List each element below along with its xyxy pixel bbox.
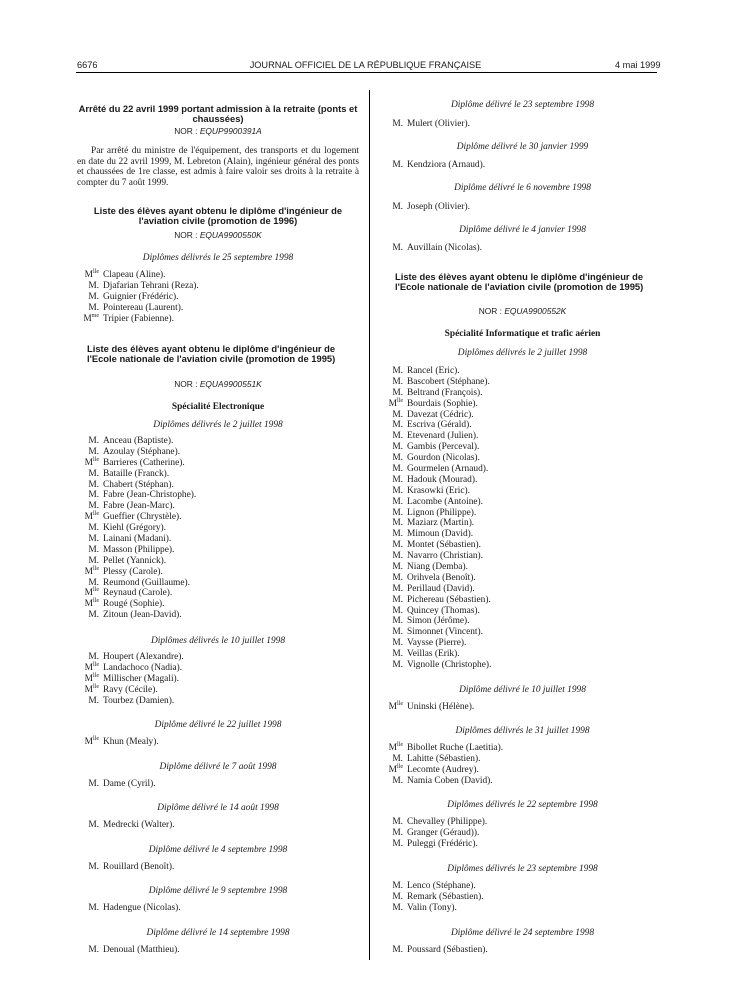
civil-title: M.	[88, 523, 99, 534]
group-date: Diplômes délivrés le 25 septembre 1998	[142, 253, 294, 263]
list-item	[77, 663, 359, 674]
group-date: Diplômes délivrés le 31 juillet 1998	[455, 726, 590, 736]
list-1996-title: Liste des élèves ayant obtenu le diplôme d'ingénieur de l'aviation civile (promotion de 1996)	[93, 205, 343, 227]
list-item	[77, 903, 359, 914]
person-name: Joseph (Olivier).	[407, 202, 471, 212]
nor-code: EQUA9900551K	[199, 379, 262, 389]
list-item	[77, 578, 359, 589]
civil-title: M.	[392, 376, 403, 387]
civil-title: $M^{lle}$	[84, 511, 99, 523]
list-item	[77, 779, 359, 790]
people-list	[77, 862, 359, 873]
person-name: Hadouk (Mourad).	[407, 474, 478, 485]
person-name: Barrieres (Catherine).	[103, 457, 185, 468]
list-item	[381, 243, 664, 254]
civil-title: M.	[392, 649, 403, 660]
person-name: Quincey (Thomas).	[407, 605, 480, 616]
journal-title: JOURNAL OFFICIEL DE LA RÉPUBLIQUE FRANÇAISE	[249, 60, 482, 70]
nor-label: NOR :	[174, 379, 198, 389]
list-item	[381, 828, 664, 839]
person-name: Azoulay (Stéphane).	[103, 446, 181, 457]
person-name: Medrecki (Walter).	[103, 820, 175, 830]
person-name: Lignon (Philippe).	[407, 507, 477, 518]
person-name: Clapeau (Aline).	[103, 270, 166, 280]
list-item	[77, 490, 359, 501]
civil-title: M.	[392, 583, 403, 594]
people-list	[381, 202, 664, 213]
civil-title: $M^{lle}$	[84, 672, 99, 684]
civil-title: $M^{lle}$	[84, 683, 99, 695]
person-name: Vaysse (Pierre).	[407, 638, 467, 649]
person-name: Puleggi (Frédéric).	[407, 838, 478, 849]
civil-title: M.	[392, 881, 403, 891]
person-name: Namia Coben (David).	[407, 775, 493, 786]
people-list	[381, 817, 664, 850]
civil-title: M.	[392, 243, 403, 253]
group-date: Diplômes délivrés le 22 septembre 1998	[447, 800, 598, 810]
list-item	[77, 652, 359, 663]
list-item	[77, 820, 359, 831]
group-date: Diplôme délivré le 14 août 1998	[157, 803, 279, 813]
people-list	[381, 160, 664, 171]
person-name: Reynaud (Carole).	[103, 588, 173, 599]
group-date: Diplômes délivrés le 23 septembre 1998	[447, 864, 598, 874]
person-name: Djafarian Tehrani (Reza).	[103, 280, 199, 291]
person-name: Bascobert (Stéphane).	[407, 376, 490, 387]
civil-title: M.	[88, 903, 99, 913]
civil-title: M.	[392, 638, 403, 649]
person-name: Guignier (Frédéric).	[103, 291, 179, 302]
civil-title: M.	[392, 817, 403, 827]
civil-title: M.	[88, 302, 99, 313]
civil-title: M.	[392, 945, 403, 955]
civil-title: M.	[88, 820, 99, 830]
person-name: Hadengue (Nicolas).	[103, 903, 181, 913]
person-name: Lecomte (Audrey).	[407, 764, 479, 775]
civil-title: $M^{lle}$	[84, 269, 99, 280]
civil-title: $M^{lle}$	[84, 565, 99, 577]
person-name: Denoual (Matthieu).	[103, 945, 180, 955]
list-item	[381, 881, 664, 892]
arrete-text: Par arrêté du ministre de l'équipement, des transports et du logement en date du 22 avril 1999, M. Lebreton (Alain), ingénieur général des ponts et chaussées de 1re classe, est admis à faire valoir ses droits à la retraite à compter du 7 août 1999.	[77, 146, 359, 188]
civil-title: M.	[88, 544, 99, 555]
list-item	[77, 314, 359, 325]
group-date: Diplôme délivré le 9 septembre 1998	[148, 886, 288, 896]
civil-title: M.	[392, 775, 403, 786]
person-name: Krasowki (Eric).	[407, 485, 470, 496]
list-item	[381, 119, 664, 130]
person-name: Chabert (Stéphan).	[103, 479, 174, 490]
list-1995-elec-nor	[77, 379, 359, 389]
list-item	[381, 420, 664, 431]
nor-label: NOR :	[478, 306, 502, 316]
civil-title: M.	[392, 464, 403, 475]
civil-title: M.	[88, 490, 99, 501]
issue-date: 4 mai 1999	[615, 60, 661, 70]
group-date: Diplôme délivré le 23 septembre 1998	[450, 100, 595, 110]
list-item	[77, 556, 359, 567]
person-name: Auvillain (Nicolas).	[407, 243, 482, 253]
nor-label: NOR :	[174, 230, 198, 240]
group-date: Diplôme délivré le 22 juillet 1998	[154, 720, 282, 730]
civil-title: M.	[392, 474, 403, 485]
list-item	[77, 469, 359, 480]
civil-title: M.	[392, 605, 403, 616]
list-item	[77, 501, 359, 512]
person-name: Fabre (Jean-Christophe).	[103, 490, 197, 501]
civil-title: M.	[88, 446, 99, 457]
person-name: Escriva (Gérald).	[407, 420, 472, 431]
list-item	[77, 436, 359, 447]
list-item	[381, 945, 664, 956]
list-item	[77, 545, 359, 556]
civil-title: M.	[392, 119, 403, 129]
civil-title: M.	[392, 202, 403, 212]
person-name: Montet (Sébastien).	[407, 540, 481, 551]
civil-title: M.	[88, 652, 99, 662]
person-name: Chevalley (Philippe).	[407, 817, 488, 827]
group-date: Diplôme délivré le 7 août 1998	[159, 762, 277, 772]
group-date: Diplômes délivrés le 2 juillet 1998	[153, 420, 283, 430]
list-item	[381, 551, 664, 562]
list-item	[77, 588, 359, 599]
civil-title: M.	[392, 838, 403, 849]
list-item	[381, 839, 664, 850]
person-name: Davezat (Cédric).	[407, 409, 474, 420]
person-name: Poussard (Sébastien).	[407, 945, 488, 955]
column-divider	[369, 90, 370, 960]
people-list	[77, 270, 359, 324]
list-item	[77, 281, 359, 292]
speciality-heading: Spécialité Electronique	[171, 402, 265, 412]
civil-title: M.	[88, 501, 99, 512]
civil-title: M.	[392, 442, 403, 453]
group-date: Diplômes délivrés le 10 juillet 1998	[150, 636, 286, 646]
list-item	[381, 202, 664, 213]
person-name: Vignolle (Christophe).	[407, 660, 492, 671]
civil-title: M.	[392, 562, 403, 573]
civil-title: M.	[392, 507, 403, 518]
civil-title: M.	[392, 753, 403, 764]
people-list	[381, 881, 664, 914]
person-name: Pellet (Yannick).	[103, 555, 167, 566]
group-date: Diplôme délivré le 4 septembre 1998	[148, 845, 288, 855]
person-name: Simonnet (Vincent).	[407, 627, 483, 638]
list-item	[381, 649, 664, 660]
list-item	[77, 512, 359, 523]
person-name: Pointereau (Laurent).	[103, 302, 184, 313]
person-name: Rancel (Eric).	[407, 366, 460, 376]
civil-title: M.	[392, 518, 403, 529]
list-item	[381, 754, 664, 765]
person-name: Rouillard (Benoît).	[103, 862, 175, 872]
person-name: Dame (Cyril).	[103, 779, 156, 789]
civil-title: $M^{lle}$	[388, 763, 403, 775]
person-name: Gourdon (Nicolas).	[407, 453, 480, 464]
person-name: Bibollet Ruche (Laetitia).	[407, 743, 504, 753]
list-item	[381, 399, 664, 410]
people-list	[381, 945, 664, 956]
list-item	[381, 442, 664, 453]
person-name: Gambis (Perceval).	[407, 442, 480, 453]
nor-label: NOR :	[174, 126, 198, 136]
list-item	[381, 508, 664, 519]
list-item	[381, 595, 664, 606]
civil-title: $M^{lle}$	[388, 397, 403, 409]
person-name: Navarro (Christian).	[407, 551, 484, 562]
list-item	[381, 486, 664, 497]
person-name: Khun (Mealy).	[103, 737, 159, 747]
list-item	[381, 573, 664, 584]
person-name: Bourdais (Sophie).	[407, 398, 478, 409]
person-name: Kendziora (Arnaud).	[407, 160, 486, 170]
list-item	[77, 862, 359, 873]
people-list	[381, 243, 664, 254]
people-list	[381, 702, 664, 713]
person-name: Anceau (Baptiste).	[103, 436, 174, 446]
group-date: Diplôme délivré le 4 janvier 1998	[459, 225, 586, 235]
person-name: Veillas (Erik).	[407, 649, 460, 660]
person-name: Plessy (Carole).	[103, 566, 163, 577]
nor-code: EQUA9900550K	[199, 230, 262, 240]
group-date: Diplôme délivré le 10 juillet 1998	[459, 685, 586, 695]
arrete-title: Arrêté du 22 avril 1999 portant admission à la retraite (ponts et chaussées)	[78, 103, 358, 125]
list-item	[77, 737, 359, 748]
list-item	[77, 674, 359, 685]
civil-title: M.	[88, 534, 99, 545]
page-number: 6676	[77, 60, 98, 70]
list-item	[381, 431, 664, 442]
civil-title: M.	[392, 572, 403, 583]
list-item	[381, 410, 664, 421]
people-list	[77, 779, 359, 790]
nor-code: EQUA9900552K	[504, 306, 567, 316]
list-item	[381, 765, 664, 776]
list-item	[381, 464, 664, 475]
person-name: Bataille (Franck).	[103, 468, 170, 479]
person-name: Ravy (Cécile).	[103, 684, 158, 695]
civil-title: $M^{lle}$	[84, 456, 99, 468]
civil-title: M.	[392, 420, 403, 431]
person-name: Lainani (Madani).	[103, 534, 172, 545]
person-name: Etevenard (Julien).	[407, 431, 479, 442]
person-name: Pichereau (Sébastien).	[407, 594, 491, 605]
group-date: Diplôme délivré le 24 septembre 1998	[450, 928, 595, 938]
civil-title: M.	[392, 660, 403, 671]
list-item	[381, 606, 664, 617]
people-list	[381, 743, 664, 787]
arrete-nor	[77, 126, 359, 136]
list-item	[381, 616, 664, 627]
civil-title: M.	[88, 280, 99, 291]
list-item	[381, 377, 664, 388]
list-item	[381, 529, 664, 540]
list-item	[77, 270, 359, 281]
civil-title: $M^{lle}$	[388, 701, 403, 712]
list-item	[381, 584, 664, 595]
list-item	[381, 817, 664, 828]
list-item	[77, 523, 359, 534]
nor-code: EQUP9900391A	[199, 126, 262, 136]
list-item	[381, 562, 664, 573]
civil-title: $M^{me}$	[83, 312, 99, 324]
civil-title: M.	[392, 160, 403, 170]
person-name: Rougé (Sophie).	[103, 599, 165, 610]
list-1995-info-title: Liste des élèves ayant obtenu le diplôme d'ingénieur de l'Ecole nationale de l'aviation civile (promotion de 1995)	[395, 271, 644, 293]
civil-title: M.	[392, 594, 403, 605]
person-name: Millischer (Magali).	[103, 673, 180, 684]
people-list	[77, 903, 359, 914]
person-name: Gueffier (Chrystèle).	[103, 512, 182, 523]
list-1995-info-nor	[381, 306, 664, 316]
civil-title: M.	[88, 468, 99, 479]
civil-title: $M^{lle}$	[84, 736, 99, 747]
people-list	[77, 945, 359, 956]
list-item	[381, 518, 664, 529]
person-name: Remark (Sébastien).	[407, 891, 484, 902]
list-item	[381, 743, 664, 754]
list-1996-nor	[77, 230, 359, 240]
civil-title: M.	[88, 479, 99, 490]
civil-title: M.	[88, 695, 99, 706]
people-list	[381, 366, 664, 671]
person-name: Maziarz (Martin).	[407, 518, 475, 529]
list-item	[381, 366, 664, 377]
list-item	[77, 534, 359, 545]
civil-title: M.	[88, 555, 99, 566]
list-item	[77, 567, 359, 578]
civil-title: M.	[392, 431, 403, 442]
list-item	[77, 292, 359, 303]
list-item	[77, 599, 359, 610]
civil-title: M.	[88, 779, 99, 789]
group-date: Diplôme délivré le 30 janvier 1999	[456, 142, 589, 152]
list-item	[381, 160, 664, 171]
list-item	[77, 447, 359, 458]
group-date: Diplôme délivré le 14 septembre 1998	[146, 928, 290, 938]
person-name: Mulert (Olivier).	[407, 119, 471, 129]
people-list	[77, 652, 359, 706]
group-date: Diplôme délivré le 6 novembre 1998	[454, 183, 591, 193]
civil-title: $M^{lle}$	[84, 661, 99, 673]
person-name: Orihvela (Benoît).	[407, 572, 476, 583]
list-item	[77, 303, 359, 314]
person-name: Simon (Jérôme).	[407, 616, 470, 627]
civil-title: M.	[88, 577, 99, 588]
civil-title: $M^{lle}$	[84, 587, 99, 599]
list-item	[77, 696, 359, 707]
list-item	[381, 776, 664, 787]
person-name: Masson (Philippe).	[103, 544, 175, 555]
list-item	[381, 702, 664, 713]
person-name: Perillaud (David).	[407, 583, 475, 594]
list-item	[381, 388, 664, 399]
list-item	[381, 892, 664, 903]
civil-title: M.	[88, 862, 99, 872]
civil-title: M.	[88, 436, 99, 446]
civil-title: M.	[392, 496, 403, 507]
person-name: Kiehl (Grégory).	[103, 523, 166, 534]
people-list	[77, 820, 359, 831]
list-item	[381, 453, 664, 464]
list-item	[381, 627, 664, 638]
civil-title: M.	[392, 529, 403, 540]
civil-title: M.	[88, 291, 99, 302]
group-date: Diplômes délivrés le 2 juillet 1998	[457, 348, 588, 358]
person-name: Tripier (Fabienne).	[103, 313, 174, 324]
civil-title: M.	[392, 485, 403, 496]
list-item	[381, 540, 664, 551]
civil-title: $M^{lle}$	[84, 598, 99, 610]
civil-title: M.	[392, 540, 403, 551]
person-name: Granger (Géraud)).	[407, 827, 480, 838]
people-list	[77, 737, 359, 748]
civil-title: M.	[392, 616, 403, 627]
civil-title: M.	[392, 409, 403, 420]
speciality-heading: Spécialité Informatique et trafic aérien	[444, 329, 601, 339]
civil-title: M.	[392, 827, 403, 838]
person-name: Valin (Tony).	[407, 902, 457, 913]
civil-title: M.	[88, 945, 99, 955]
civil-title: M.	[392, 551, 403, 562]
civil-title: M.	[392, 891, 403, 902]
person-name: Reumond (Guillaume).	[103, 577, 190, 588]
list-1995-elec-title: Liste des élèves ayant obtenu le diplôme d'ingénieur de l'Ecole nationale de l'aviation civile (promotion de 1995)	[87, 343, 336, 365]
civil-title: M.	[392, 453, 403, 464]
header-rule	[76, 72, 657, 73]
person-name: Lenco (Stéphane).	[407, 881, 476, 891]
person-name: Mimoun (David).	[407, 529, 474, 540]
list-item	[77, 458, 359, 469]
list-item	[77, 685, 359, 696]
list-item	[381, 497, 664, 508]
person-name: Fabre (Jean-Marc).	[103, 501, 175, 512]
list-item	[77, 480, 359, 491]
person-name: Lahitte (Sébastien).	[407, 753, 481, 764]
list-item	[381, 903, 664, 914]
civil-title: M.	[392, 387, 403, 398]
people-list	[381, 119, 664, 130]
list-item	[381, 475, 664, 486]
person-name: Tourbez (Damien).	[103, 695, 175, 706]
person-name: Houpert (Alexandre).	[103, 652, 184, 662]
person-name: Uninski (Hélène).	[407, 702, 475, 712]
person-name: Niang (Demba).	[407, 562, 468, 573]
person-name: Landachoco (Nadia).	[103, 662, 183, 673]
civil-title: M.	[392, 627, 403, 638]
civil-title: M.	[392, 902, 403, 913]
civil-title: $M^{lle}$	[388, 742, 403, 753]
list-item	[381, 660, 664, 671]
list-item	[381, 638, 664, 649]
person-name: Lacombe (Antoine).	[407, 496, 484, 507]
person-name: Zitoun (Jean-David).	[103, 610, 182, 621]
list-item	[77, 945, 359, 956]
civil-title: M.	[392, 366, 403, 376]
people-list	[77, 436, 359, 621]
person-name: Beltrand (François).	[407, 387, 483, 398]
person-name: Gourmelen (Arnaud).	[407, 464, 489, 475]
civil-title: M.	[88, 610, 99, 621]
list-item	[77, 610, 359, 621]
